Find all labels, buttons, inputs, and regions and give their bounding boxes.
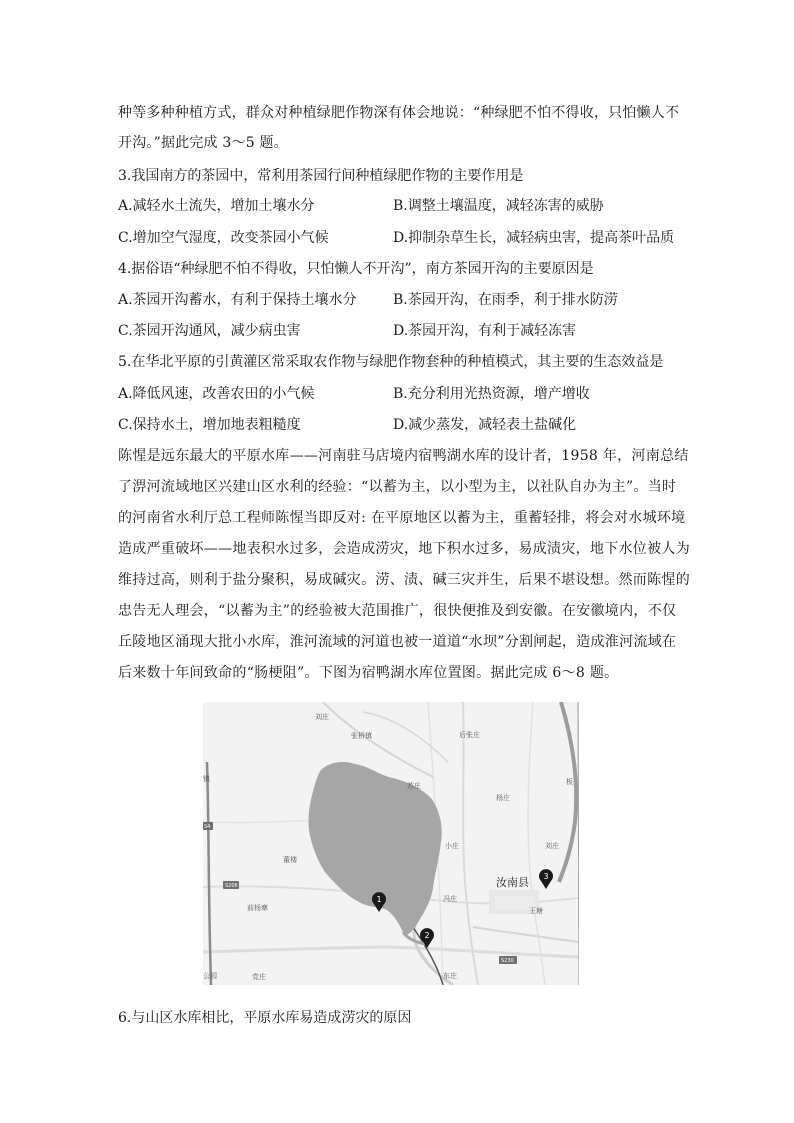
reservoir-location-map — [203, 702, 579, 985]
place-label: 刘庄 — [545, 842, 559, 850]
road-shield-s4 — [203, 822, 213, 830]
svg-text:3: 3 — [543, 872, 549, 881]
place-label: 东庄 — [443, 972, 457, 980]
passage-line-8: 后来数十年间致命的“肠梗阻”。下图为宿鸭湖水库位置图。据此完成 6～8 题。 — [118, 665, 619, 681]
question-4-option-c[interactable]: C.茶园开沟通风，减少病虫害 — [118, 323, 301, 339]
question-4-option-d[interactable]: D.茶园开沟，有利于减轻冻害 — [393, 323, 577, 339]
passage-line-2: 了淠河流域地区兴建山区水利的经验：“以蓄为主，以小型为主，以社队自办为主”。当时 — [118, 479, 677, 495]
place-label: 杨庄 — [496, 794, 510, 802]
question-5-option-d[interactable]: D.减少蒸发，减轻表土盐碱化 — [393, 417, 577, 433]
place-label: 董楼 — [283, 856, 297, 864]
question-3-option-b[interactable]: B.调整土壤温度，减轻冻害的威胁 — [393, 198, 604, 214]
question-5-option-b[interactable]: B.充分利用光热资源，增产增收 — [393, 386, 590, 402]
question-6-stem: 6.与山区水库相比，平原水库易造成涝灾的原因 — [118, 1010, 412, 1026]
passage-line-6: 忠告无人理会，“以蓄为主”的经验被大范围推广，很快便推及到安徽。在安徽境内，不仅 — [118, 603, 677, 619]
question-5-option-a[interactable]: A.降低风速，改善农田的小气候 — [118, 386, 315, 402]
question-4-option-b[interactable]: B.茶园开沟，在雨季，利于排水防涝 — [393, 292, 618, 308]
intro-line-1: 种等多种种植方式，群众对种植绿肥作物深有体会地说：“种绿肥不怕不得收，只怕懒人不 — [118, 105, 680, 121]
question-3-stem: 3.我国南方的茶园中，常利用茶园行间种植绿肥作物的主要作用是 — [118, 168, 524, 184]
place-label: 冯庄 — [443, 895, 457, 903]
road-shield-s230 — [499, 956, 517, 964]
question-5-stem: 5.在华北平原的引黄灌区常采取农作物与绿肥作物套种的种植模式，其主要的生态效益是 — [118, 354, 664, 370]
passage-line-5: 维持过高，则利于盐分聚积，易成碱灾。涝、渍、碱三灾并生，后果不堪设想。然而陈惺的 — [118, 572, 690, 588]
question-4-option-a[interactable]: A.茶园开沟蓄水，有利于保持土壤水分 — [118, 292, 357, 308]
svg-text:S4: S4 — [204, 824, 211, 830]
question-4-stem: 4.据俗语“种绿肥不怕不得收，只怕懒人不开沟”，南方茶园开沟的主要原因是 — [118, 261, 594, 277]
place-label: 苏庄 — [407, 782, 421, 790]
place-label: 后张庄 — [459, 731, 480, 739]
question-3-option-c[interactable]: C.增加空气湿度，改变茶园小气候 — [118, 230, 329, 246]
intro-line-2: 开沟。”据此完成 3～5 题。 — [118, 135, 288, 151]
place-label: 公园 — [203, 972, 217, 980]
question-5-option-c[interactable]: C.保持水土，增加地表粗糙度 — [118, 417, 301, 433]
svg-text:2: 2 — [424, 931, 430, 940]
passage-line-7: 丘陵地区涌现大批小水库，淮河流域的河道也被一道道“水坝”分割闸起，造成淮河流域在 — [118, 634, 677, 650]
place-label: 前杨寨 — [247, 904, 268, 912]
place-label: 小庄 — [445, 842, 459, 850]
question-3-option-d[interactable]: D.抑制杂草生长，减轻病虫害，提高茶叶品质 — [393, 230, 675, 246]
place-label: 镇 — [203, 775, 210, 783]
place-label: 刘庄 — [315, 713, 329, 721]
place-label: 党庄 — [252, 973, 266, 981]
question-3-option-a[interactable]: A.减轻水土流失，增加土壤水分 — [118, 198, 315, 214]
place-label: 王塘 — [529, 907, 543, 915]
passage-line-3: 的河南省水利厅总工程师陈惺当即反对: 在平原地区以蓄为主，重蓄轻排，将会对水城环境 — [118, 510, 686, 526]
passage-line-4: 造成严重破坏——地表积水过多，会造成涝灾，地下积水过多，易成渍灾，地下水位被人为 — [118, 541, 690, 557]
place-label: 板 — [566, 778, 573, 786]
place-label: 张桥镇 — [351, 732, 372, 740]
passage-line-1: 陈惺是远东最大的平原水库——河南驻马店境内宿鸭湖水库的设计者，1958 年，河南总结 — [118, 448, 689, 464]
svg-text:S206: S206 — [225, 883, 238, 889]
road-shield-s206 — [223, 881, 239, 889]
svg-text:S230: S230 — [501, 958, 514, 964]
svg-text:1: 1 — [376, 895, 382, 904]
place-label-runan: 汝南县 — [496, 876, 529, 889]
map-svg — [203, 702, 579, 985]
